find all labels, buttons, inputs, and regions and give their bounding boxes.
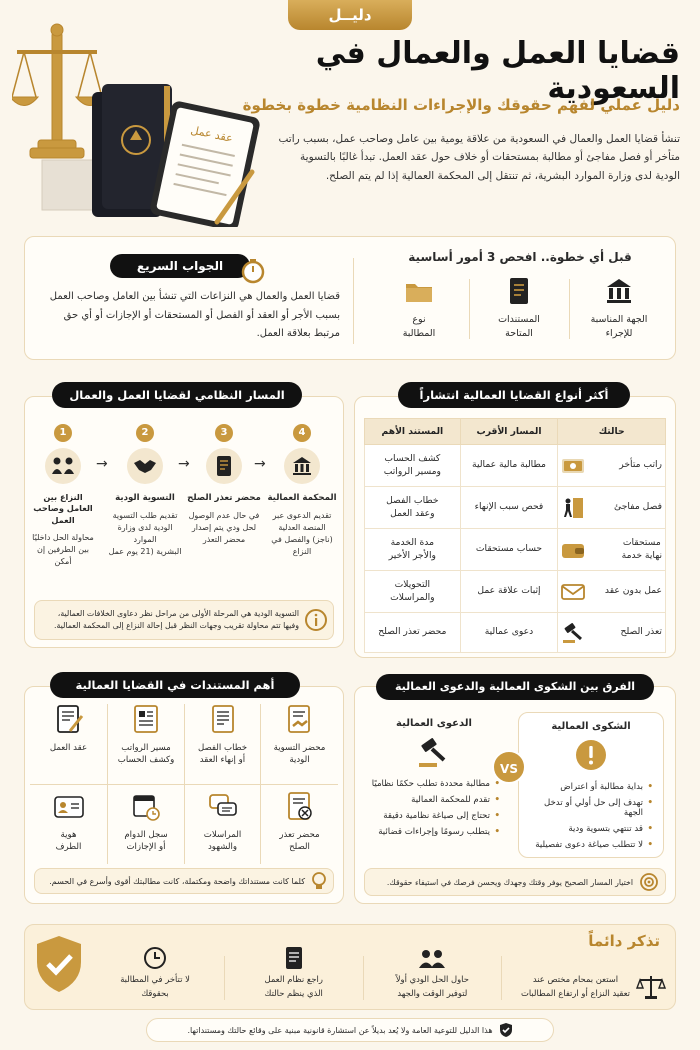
check-item xyxy=(374,276,464,342)
record-icon xyxy=(206,448,242,484)
letter-icon xyxy=(208,704,238,736)
scales-icon xyxy=(12,24,104,158)
types-table xyxy=(364,418,666,653)
vs-badge: VS xyxy=(492,750,526,784)
shield-check-icon xyxy=(34,934,84,994)
calendar-icon xyxy=(131,791,161,823)
step-title: المحكمة العمالية xyxy=(267,493,337,503)
step-number: 3 xyxy=(215,424,233,442)
doc-label: هوية الطرف xyxy=(55,830,82,853)
docs-note xyxy=(34,868,334,894)
complaint-title: الشكوى العمالية xyxy=(551,721,631,732)
divider xyxy=(363,956,364,1000)
docs-title: أهم المستندات في القضايا العمالية xyxy=(50,672,300,698)
step-title: التسوية الودية xyxy=(115,493,175,503)
exit-door-icon xyxy=(561,497,585,519)
process-step-3 xyxy=(186,424,262,546)
docs-note-text: كلما كانت مستنداتك واضحة ومكتملة، كانت مطالبتك أقوى وأسرع في الحسم. xyxy=(49,876,305,886)
compare-title: الفرق بين الشكوى العمالية والدعوى العمالية xyxy=(376,674,654,700)
document-icon xyxy=(504,276,534,306)
payroll-icon xyxy=(131,704,161,736)
doc-item xyxy=(30,784,107,864)
case-label: تعذر الصلح xyxy=(620,626,662,638)
group-icon xyxy=(417,948,447,970)
page-title: قضايا العمل والعمال في السعودية xyxy=(315,36,680,106)
process-step-2 xyxy=(106,424,184,558)
contract-label: عقد عمل xyxy=(189,123,234,146)
divider xyxy=(569,279,570,339)
guide-badge: دليــل xyxy=(288,0,412,30)
bank-icon xyxy=(604,276,634,306)
doc-cell: خطاب الفصل وعقد العمل xyxy=(365,487,461,529)
table-row xyxy=(365,529,666,571)
case-label: راتب متأخر xyxy=(619,459,662,471)
doc-label: خطاب الفصل أو إنهاء العقد xyxy=(197,743,248,766)
remember-item xyxy=(516,973,666,1000)
doc-item xyxy=(30,704,107,784)
check-label: المستندات المتاحة xyxy=(498,314,540,340)
case-cell xyxy=(558,571,666,613)
table-header: المسار الأقرب xyxy=(460,419,558,445)
docs-grid xyxy=(30,704,338,864)
wallet-icon xyxy=(561,540,585,560)
table-row xyxy=(365,487,666,529)
arrow-icon: → xyxy=(96,456,108,472)
types-title: أكثر أنواع القضايا العمالية انتشاراً xyxy=(398,382,630,408)
doc-label: محضر تعذر الصلح xyxy=(279,830,320,853)
contract-icon xyxy=(54,704,84,736)
doc-label: المراسلات والشهود xyxy=(203,830,242,853)
path-cell: إثبات علاقة عمل xyxy=(460,571,558,613)
checks-title: قبل أي خطوة.. افحص 3 أمور أساسية xyxy=(408,250,632,264)
remember-text: راجع نظام العمل الذي ينظم حالتك xyxy=(264,974,323,998)
compare-note-text: اختيار المسار الصحيح يوفر وقتك وجهدك ويحسن فرصك في استيفاء حقوقك. xyxy=(386,877,633,887)
case-label: فصل مفاجئ xyxy=(614,501,662,513)
divider xyxy=(224,956,225,1000)
path-cell: دعوى عمالية xyxy=(460,613,558,653)
remember-item xyxy=(100,946,210,1000)
case-cell xyxy=(558,529,666,571)
list-item: • بداية مطالبة أو اعتراض xyxy=(525,782,653,792)
checks-list xyxy=(374,276,664,342)
path-cell: فحص سبب الإنهاء xyxy=(460,487,558,529)
doc-label: سجل الدوام أو الإجازات xyxy=(124,830,168,853)
process-step-1 xyxy=(28,424,98,568)
doc-cell: كشف الحساب ومسير الرواتب xyxy=(365,445,461,487)
divider xyxy=(501,956,502,1000)
remember-text: حاول الحل الودي أولاً لتوفير الوقت والجهد xyxy=(395,974,469,998)
remember-item xyxy=(377,948,487,1000)
divider xyxy=(353,258,354,344)
case-label: مستحقات نهاية خدمة xyxy=(621,537,662,561)
path-cell: مطالبة مالية عمالية xyxy=(460,445,558,487)
process-note xyxy=(34,600,334,640)
step-number: 1 xyxy=(54,424,72,442)
table-row xyxy=(365,613,666,653)
arrow-icon: → xyxy=(254,456,266,472)
list-item: • يتطلب رسومًا وإجراءات قضائية xyxy=(364,827,500,837)
doc-cell: محضر تعذر الصلح xyxy=(365,613,461,653)
doc-item xyxy=(184,704,261,784)
process-steps xyxy=(28,424,340,589)
list-item: • قد تنتهي بتسوية ودية xyxy=(525,824,653,834)
courthouse-icon xyxy=(284,448,320,484)
folder-icon xyxy=(404,276,434,306)
remember-items xyxy=(100,934,666,1000)
failed-doc-icon xyxy=(285,791,315,823)
check-item xyxy=(574,276,664,342)
clock-icon xyxy=(143,946,167,970)
process-note-text: التسوية الودية هي المرحلة الأولى من مراحل نظر دعاوى الخلافات العمالية، وفيها تتم محاولة تقريب وجهات النظر قبل إحالة النزاع إلى المحكمة العمالية. xyxy=(53,608,299,630)
intro-text: تنشأ قضايا العمل والعمال في السعودية من علاقة يومية بين عامل وصاحب عمل، بسبب راتب متأخر أو فصل مفاجئ أو مطالبة بمستحقات أو خلاف حول عقد العمل. تبدأ غالبًا بالتسوية الودية لدى وزارة الموارد البشرية، ثم تنتقل إلى المحكمة العمالية إذا لم يتم الصلح. xyxy=(278,133,680,182)
scales-icon xyxy=(636,974,666,1000)
step-title: محضر تعذر الصلح xyxy=(187,493,261,503)
justice-illustration xyxy=(12,22,262,227)
doc-label: عقد العمل xyxy=(49,743,88,753)
alert-icon xyxy=(574,738,608,772)
step-number: 2 xyxy=(136,424,154,442)
table-header: المستند الأهم xyxy=(365,419,461,445)
table-header-row xyxy=(365,419,666,445)
complaint-list xyxy=(525,782,653,850)
table-header: حالتك xyxy=(558,419,666,445)
lawsuit-card xyxy=(364,712,504,858)
complaint-card xyxy=(518,712,664,858)
doc-item xyxy=(107,704,184,784)
page-subtitle: دليل عملي لفهم حقوقك والإجراءات النظامية خطوة بخطوة xyxy=(242,96,680,114)
handshake-doc-icon xyxy=(285,704,315,736)
remember-item xyxy=(239,946,349,1000)
check-label: نوع المطالبة xyxy=(402,314,436,340)
quick-answer-text: قضايا العمل والعمال هي النزاعات التي تنشأ بين العامل وصاحب العمل بسبب الأجر أو العقد أو الفصل أو المستحقات أو الإجازات أو أي حق مرتبط بعلاقة العمل. xyxy=(49,291,340,339)
check-label: الجهة المناسبة للإجراء xyxy=(590,314,648,340)
table-row xyxy=(365,445,666,487)
check-item xyxy=(474,276,564,342)
remember-title: تذكر دائماً xyxy=(588,932,660,950)
target-icon xyxy=(639,872,659,892)
gavel-icon xyxy=(561,622,585,644)
envelope-icon xyxy=(561,583,585,601)
doc-label: مسير الرواتب وكشف الحساب xyxy=(117,743,175,766)
id-card-icon xyxy=(53,791,85,823)
list-item: • تحتاج إلى صياغة نظامية دقيقة xyxy=(364,811,500,821)
doc-item xyxy=(184,784,261,864)
doc-cell: مدة الخدمة والأجر الأخير xyxy=(365,529,461,571)
info-icon xyxy=(305,609,327,631)
handshake-icon xyxy=(127,448,163,484)
step-number: 4 xyxy=(293,424,311,442)
footer-disclaimer xyxy=(146,1018,554,1042)
money-icon xyxy=(561,456,585,476)
path-cell: حساب مستحقات xyxy=(460,529,558,571)
list-item: • تقدم للمحكمة العمالية xyxy=(364,795,500,805)
people-meeting-icon xyxy=(45,448,81,484)
process-step-4 xyxy=(264,424,340,558)
shield-check-icon xyxy=(499,1022,513,1038)
list-item: • مطالبة محددة تطلب حكمًا نظاميًا xyxy=(364,779,500,789)
step-text: تقديم الدعوى عبر المنصة العدلية (ناجز) والفصل في النزاع xyxy=(271,511,333,557)
step-text: في حال عدم الوصول لحل ودي يتم إصدار محضر التعذر xyxy=(188,511,260,545)
quick-answer-title: الجواب السريع xyxy=(110,254,250,278)
step-text: تقديم طلب التسوية الودية لدى وزارة الموارد البشرية (21 يوم عمل xyxy=(108,511,182,557)
case-label: عمل بدون عقد xyxy=(604,585,662,597)
doc-item xyxy=(261,704,338,784)
divider xyxy=(469,279,470,339)
stopwatch-icon xyxy=(240,258,266,284)
remember-text: استعن بمحام مختص عند تعقيد النزاع أو ارتفاع المطالبات xyxy=(520,974,630,998)
arrow-icon: → xyxy=(178,456,190,472)
chat-icon xyxy=(208,791,238,823)
doc-icon xyxy=(284,946,304,970)
doc-label: محضر التسوية الودية xyxy=(273,743,326,766)
remember-text: لا تتأخر في المطالبة بحقوقك xyxy=(120,974,190,998)
footer-text: هذا الدليل للتوعية العامة ولا يُعد بديلاً عن استشارة قانونية مبنية على وقائع حالتك ومستنداتها. xyxy=(187,1025,493,1035)
step-text: محاولة الحل داخليًا بين الطرفين إن أمكن xyxy=(32,533,94,567)
doc-item xyxy=(107,784,184,864)
gavel-icon xyxy=(416,737,452,769)
step-title: النزاع بين العامل وصاحب العمل xyxy=(33,492,93,525)
lawsuit-list xyxy=(364,779,500,837)
list-item: • تهدف إلى حل أولي أو تدخل الجهة xyxy=(525,798,653,818)
list-item: • لا تتطلب صياغة دعوى تفصيلية xyxy=(525,840,653,850)
process-title: المسار النظامي لقضايا العمل والعمال xyxy=(52,382,302,408)
compare-note xyxy=(364,868,666,896)
case-cell xyxy=(558,445,666,487)
case-cell xyxy=(558,613,666,653)
doc-cell: التحويلات والمراسلات xyxy=(365,571,461,613)
case-cell xyxy=(558,487,666,529)
table-row xyxy=(365,571,666,613)
doc-item xyxy=(261,784,338,864)
lawsuit-title: الدعوى العمالية xyxy=(396,718,472,729)
lightbulb-icon xyxy=(311,872,327,890)
